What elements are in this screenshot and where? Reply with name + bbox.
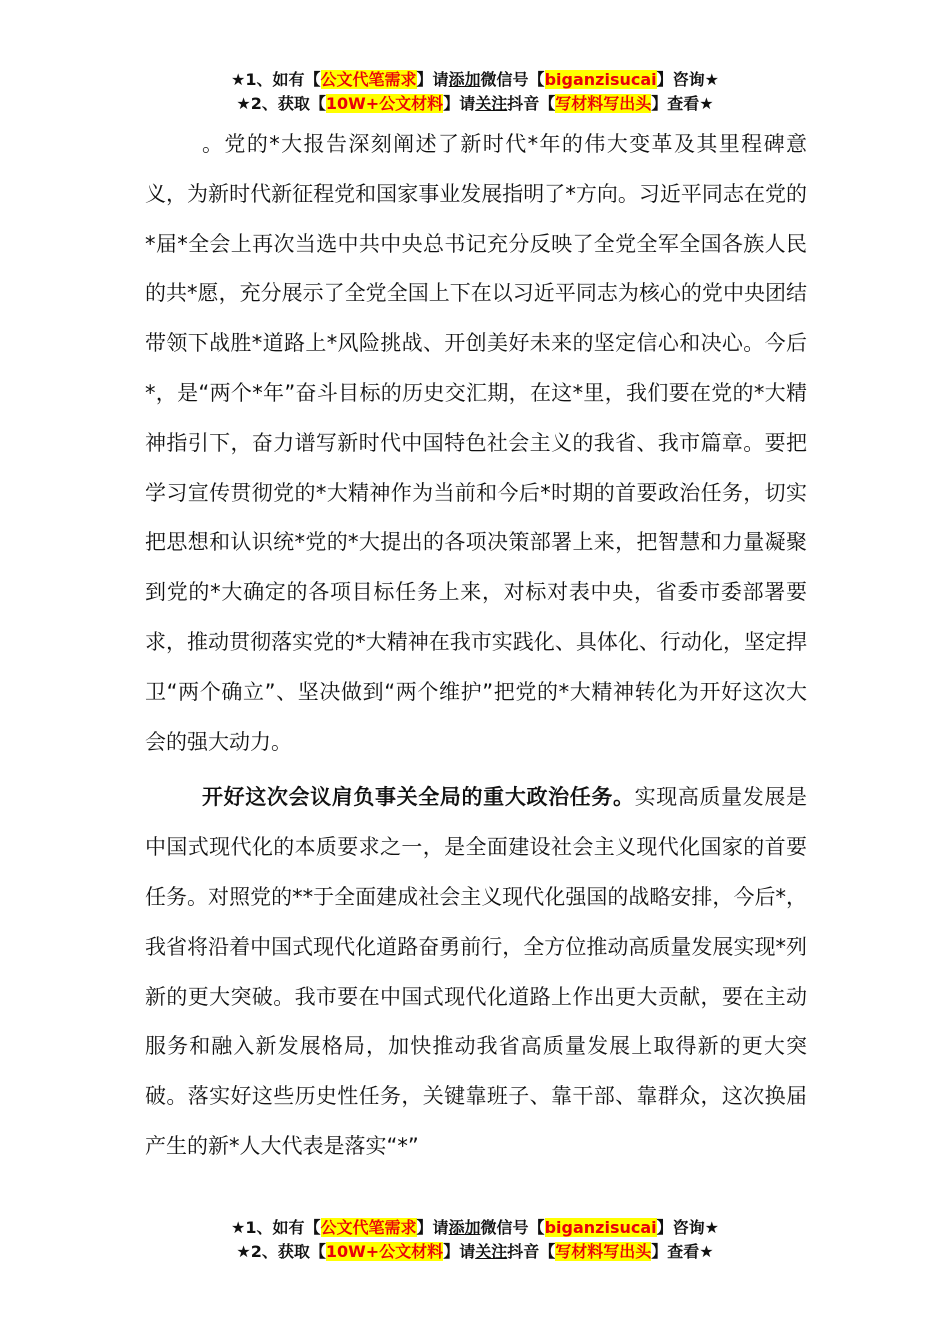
document-body: [145, 120, 807, 1172]
banner-highlight: 写材料写出头: [555, 1242, 652, 1261]
banner-highlight: 公文代笔需求: [320, 70, 417, 89]
banner-text: 】请: [416, 1218, 449, 1237]
banner-highlight: biganzisucai: [544, 70, 657, 89]
banner-line-2: [0, 1240, 950, 1264]
banner-highlight: 公文代笔需求: [320, 1218, 417, 1237]
banner-text: 抖音【: [507, 1242, 556, 1261]
paragraph-2-lead: 开好这次会议肩负事关全局的重大政治任务。: [202, 785, 635, 810]
banner-text: ★2、获取【: [236, 94, 326, 113]
banner-text: 】查看★: [651, 94, 714, 113]
banner-text: ★1、如有【: [231, 1218, 321, 1237]
banner-text: ★2、获取【: [236, 1242, 326, 1261]
footer-banner: [0, 1216, 950, 1264]
banner-line-2: [0, 92, 950, 116]
banner-highlight: 10W+公文材料: [325, 1242, 444, 1261]
banner-line-1: [0, 68, 950, 92]
paragraph-1: 。党的*大报告深刻阐述了新时代*年的伟大变革及其里程碑意义，为新时代新征程党和国家事业发展指明了*方向。习近平同志在党的*届*全会上再次当选中共中央总书记充分反映了全党全军全国各族人民的共*愿，充分展示了全党全国上下在以习近平同志为核心的党中央团结带领下战胜*道路上*风险挑战、开创美好未来的坚定信心和决心。今后*，是“两个*年”奋斗目标的历史交汇期，在这*里，我们要在党的*大精神指引下，奋力谱写新时代中国特色社会主义的我省、我市篇章。要把学习宣传贯彻党的*大精神作为当前和今后*时期的首要政治任务，切实把思想和认识统*党的*大提出的各项决策部署上来，把智慧和力量凝聚到党的*大确定的各项目标任务上来，对标对表中央，省委市委部署要求，推动贯彻落实党的*大精神在我市实践化、具体化、行动化，坚定捍卫“两个确立”、坚决做到“两个维护”把党的*大精神转化为开好这次大会的强大动力。: [145, 132, 807, 754]
banner-text: 】查看★: [651, 1242, 714, 1261]
banner-text: ★1、如有【: [231, 70, 321, 89]
banner-text: 微信号【: [480, 70, 545, 89]
paragraph-2-text: 实现高质量发展是中国式现代化的本质要求之一，是全面建设社会主义现代化国家的首要任务。对照党的**于全面建成社会主义现代化强国的战略安排，今后*，我省将沿着中国式现代化道路奋勇前行，全方位推动高质量发展实现*列新的更大突破。我市要在中国式现代化道路上作出更大贡献，要在主动服务和融入新发展格局，加快推动我省高质量发展上取得新的更大突破。落实好这些历史性任务，关键靠班子、靠干部、靠群众，这次换届产生的新*人大代表是落实“*”: [145, 785, 808, 1158]
banner-text: 微信号【: [480, 1218, 545, 1237]
banner-text: 】咨询★: [656, 70, 719, 89]
banner-highlight: biganzisucai: [544, 1218, 657, 1237]
paragraph-2: [145, 773, 807, 1171]
banner-underline: 关注: [475, 1242, 508, 1261]
banner-underline: 添加: [448, 70, 481, 89]
banner-underline: 添加: [448, 1218, 481, 1237]
banner-highlight: 10W+公文材料: [325, 94, 444, 113]
banner-line-1: [0, 1216, 950, 1240]
banner-highlight: 写材料写出头: [555, 94, 652, 113]
banner-underline: 关注: [475, 94, 508, 113]
banner-text: 】请: [416, 70, 449, 89]
banner-text: 抖音【: [507, 94, 556, 113]
banner-text: 】咨询★: [656, 1218, 719, 1237]
header-banner: [0, 68, 950, 116]
banner-text: 】请: [443, 1242, 476, 1261]
banner-text: 】请: [443, 94, 476, 113]
